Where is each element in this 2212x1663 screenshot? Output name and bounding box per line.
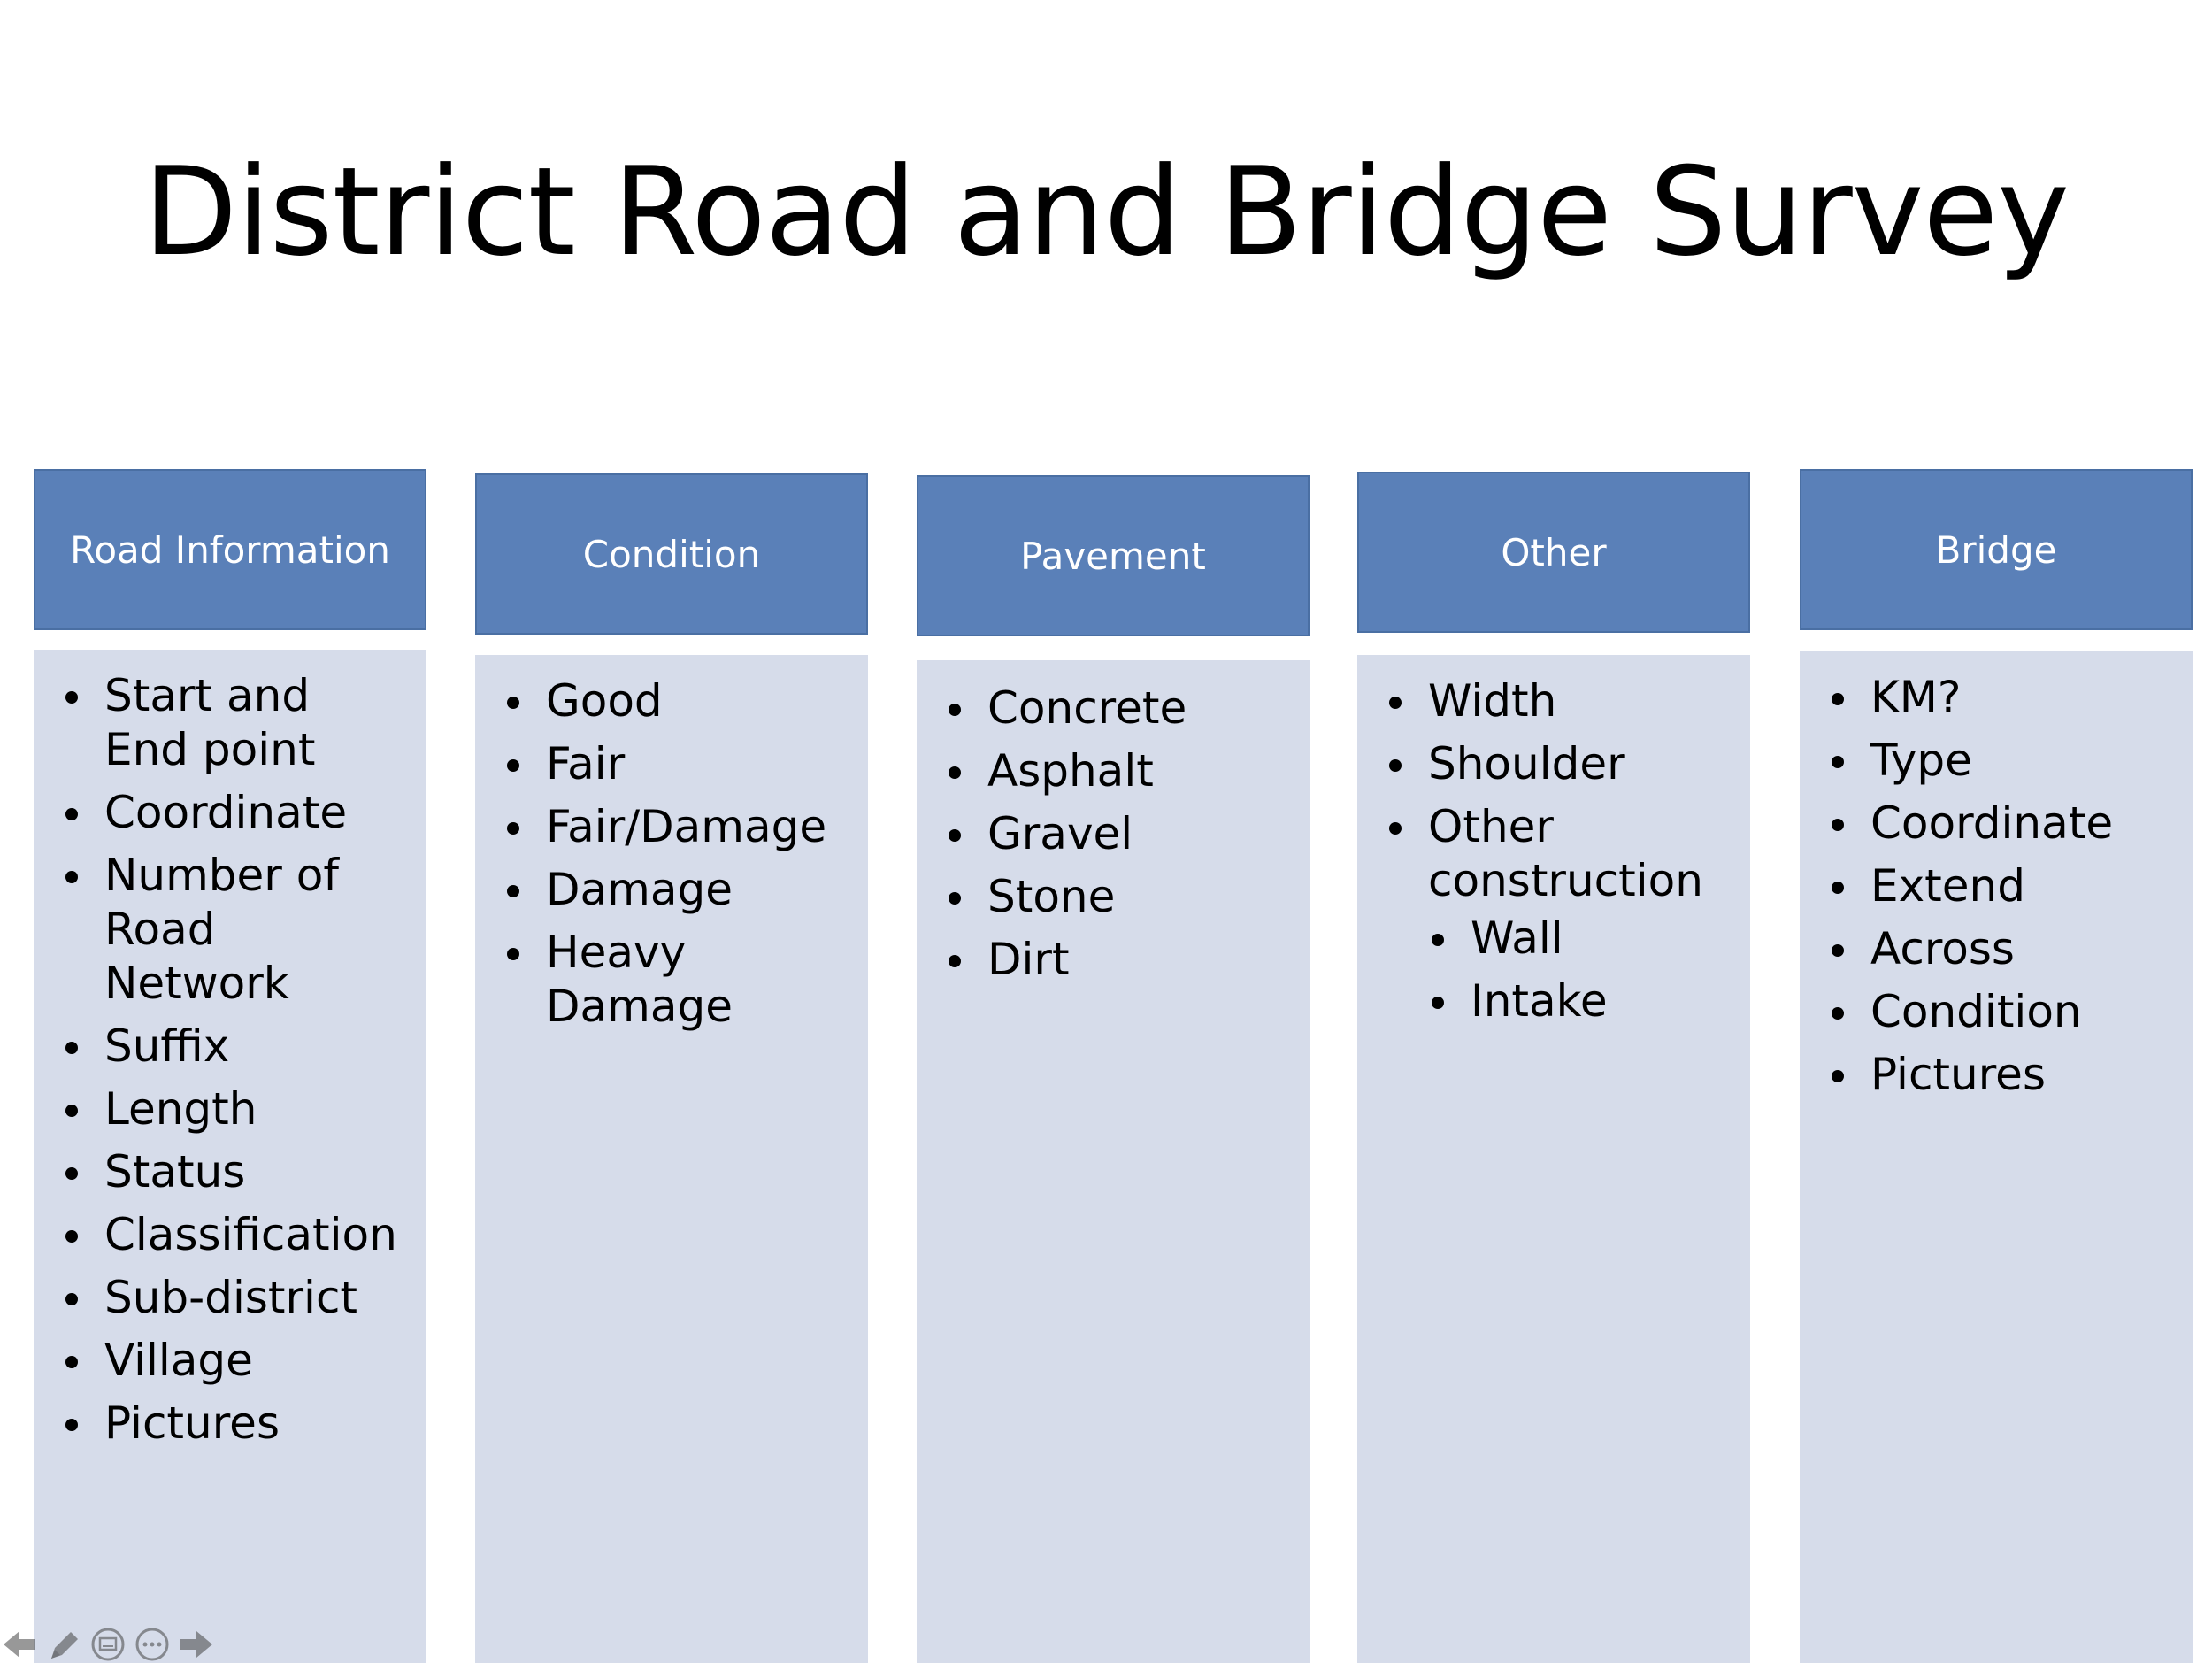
list-item: Damage: [502, 863, 854, 917]
slides-overview-button[interactable]: [88, 1627, 127, 1662]
column-header: Bridge: [1800, 469, 2193, 630]
more-options-button[interactable]: [133, 1627, 172, 1662]
list-item: Extend: [1826, 859, 2178, 913]
column-header: Other: [1357, 472, 1750, 633]
pen-tool-button[interactable]: [44, 1627, 83, 1662]
list-item: Heavy Damage: [502, 926, 776, 1034]
list-item: Good: [502, 674, 854, 728]
sub-list: [1428, 912, 1736, 1028]
list-item: Pictures: [60, 1397, 412, 1451]
arrow-right-icon: [179, 1628, 214, 1660]
previous-slide-button[interactable]: [0, 1627, 39, 1662]
sub-list-item: Wall: [1428, 912, 1736, 966]
column-body: [1800, 651, 2193, 1663]
column-body: [917, 660, 1310, 1663]
list-item: Village: [60, 1334, 412, 1388]
list-item: Suffix: [60, 1020, 412, 1074]
list-item: Fair/Damage: [502, 800, 854, 854]
item-list: [1384, 674, 1736, 1028]
list-item: Width: [1384, 674, 1736, 728]
item-list: [502, 674, 854, 1034]
list-item: Condition: [1826, 985, 2178, 1039]
list-item: Fair: [502, 737, 854, 791]
list-item-label: Other construction: [1428, 801, 1703, 906]
column-header: Condition: [475, 473, 868, 635]
more-icon: [134, 1627, 170, 1662]
list-item: Across: [1826, 922, 2178, 976]
slideshow-toolbar: [0, 1627, 230, 1662]
item-list: [943, 681, 1295, 987]
list-item: Number of Road Network: [60, 849, 405, 1011]
list-item: KM?: [1826, 671, 2178, 725]
column-body: [475, 655, 868, 1663]
sub-list-item: Intake: [1428, 974, 1736, 1028]
list-item: Type: [1826, 734, 2178, 788]
list-item: Stone: [943, 870, 1295, 924]
column-body: [1357, 655, 1750, 1663]
list-item: Status: [60, 1145, 412, 1199]
list-item: Coordinate: [60, 786, 412, 840]
list-item: Dirt: [943, 933, 1295, 987]
item-list: [1826, 671, 2178, 1102]
item-list: [60, 669, 412, 1451]
slides-icon: [90, 1627, 126, 1662]
list-item: Coordinate: [1826, 797, 2178, 851]
list-item: Classification: [60, 1208, 412, 1262]
list-item: Asphalt: [943, 744, 1295, 798]
arrow-left-icon: [2, 1628, 37, 1660]
list-item: Start and End point: [60, 669, 405, 777]
list-item: Length: [60, 1082, 412, 1136]
list-item: [1384, 800, 1736, 1028]
list-item: Gravel: [943, 807, 1295, 861]
list-item: Pictures: [1826, 1048, 2178, 1102]
slide-title: District Road and Bridge Survey: [143, 141, 2069, 283]
list-item: Sub-district: [60, 1271, 412, 1325]
column-header: Road Information: [34, 469, 426, 630]
pen-icon: [46, 1628, 81, 1660]
column-body: [34, 650, 426, 1663]
list-item: Concrete: [943, 681, 1295, 735]
next-slide-button[interactable]: [177, 1627, 216, 1662]
column-header: Pavement: [917, 475, 1310, 636]
list-item: Shoulder: [1384, 737, 1736, 791]
